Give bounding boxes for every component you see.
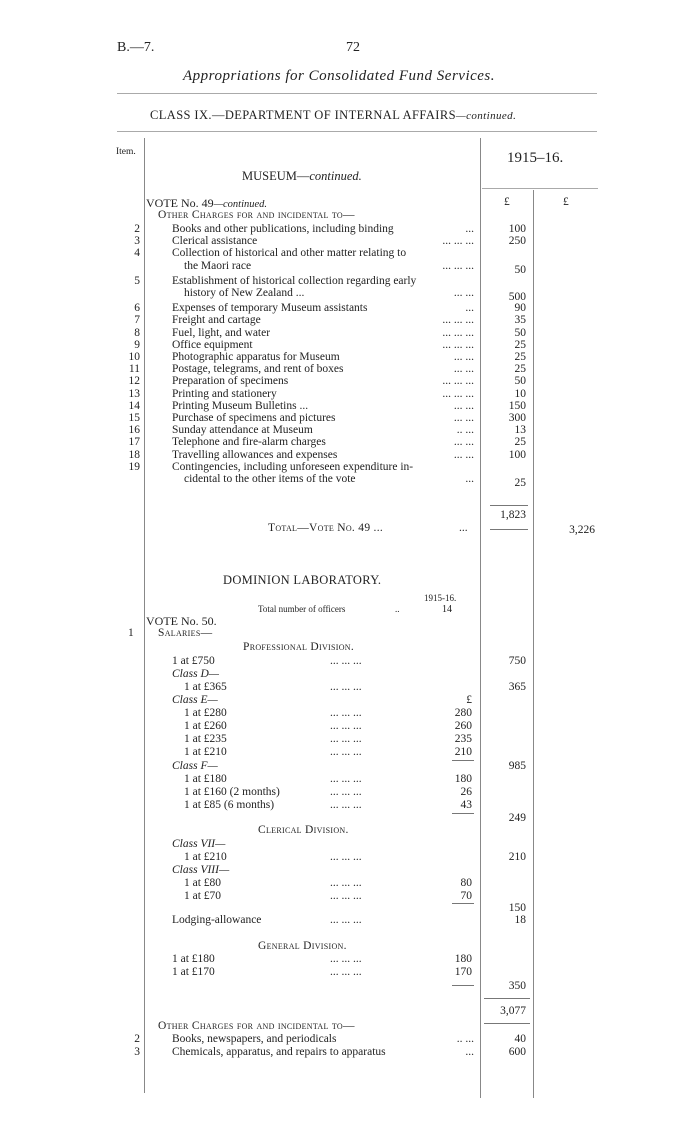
museum-item-dots: ... ... ...	[442, 326, 474, 339]
museum-item-dots: ... ...	[453, 287, 474, 299]
rate-365-amount: 365	[508, 681, 526, 693]
museum-item-dots: ... ... ...	[442, 338, 474, 351]
museum-item-amount: 10	[514, 387, 526, 400]
class-f-row-dots: ... ... ...	[330, 799, 362, 811]
lab-item-label: Chemicals, apparatus, and repairs to apparatus	[172, 1046, 386, 1058]
class-viii-row-label: 1 at £70	[184, 890, 222, 902]
rate-750-amount: 750	[508, 655, 526, 667]
class-f-row-value: 26	[460, 786, 472, 798]
class-e-row-value: 280	[454, 707, 472, 719]
museum-item-amount: 25	[514, 477, 526, 489]
class-e-row-value: 235	[454, 733, 472, 745]
museum-item-number: 4	[134, 247, 140, 260]
museum-item-label: Expenses of temporary Museum assistants	[172, 302, 368, 315]
class-f-row-label: 1 at £160 (2 months)	[184, 786, 280, 798]
laboratory-heading: DOMINION LABORATORY.	[223, 573, 382, 587]
museum-item-label: Clerical assistance	[172, 235, 258, 248]
pound-sign-2: £	[563, 196, 569, 208]
item-column-rule	[144, 138, 145, 1093]
museum-other-charges: Other Charges for and incidental to—	[158, 209, 355, 221]
class-viii-row-value: 80	[460, 877, 472, 889]
class-e-pound-sign: £	[466, 694, 472, 706]
museum-item-number: 6	[134, 302, 140, 315]
amount-column-rule-2	[533, 190, 534, 1098]
salaries-total-rule-bottom	[484, 1023, 530, 1024]
laboratory-other-charges: Other Charges for and incidental to—	[158, 1020, 355, 1032]
museum-item-label: Freight and cartage	[172, 314, 261, 327]
rate-750-label: 1 at £750	[172, 655, 215, 667]
class-e-row-dots: ... ... ...	[330, 707, 362, 719]
museum-vote-heading: VOTE No. 49—continued.	[146, 196, 268, 210]
lab-item-dots: ...	[465, 1046, 474, 1058]
museum-item-dots: ... ... ...	[442, 314, 474, 327]
museum-item-label: Telephone and fire-alarm charges	[172, 436, 326, 449]
museum-item-dots: ...	[465, 473, 474, 485]
museum-item-label: Photographic apparatus for Museum	[172, 351, 340, 363]
museum-item-label: Sunday attendance at Museum	[172, 424, 313, 437]
museum-item-label: Establishment of historical collection regarding early	[172, 274, 417, 287]
class-e-row-label: 1 at £260	[184, 720, 227, 732]
museum-item-amount: 35	[514, 314, 526, 327]
museum-item-number: 15	[128, 412, 140, 424]
general-row-label: 1 at £180	[172, 953, 215, 965]
museum-item-number: 13	[128, 387, 140, 400]
year-column-head: 1915–16.	[507, 150, 564, 166]
class-f-row-dots: ... ... ...	[330, 773, 362, 785]
lodging-allowance-dots: ... ... ...	[330, 914, 362, 926]
museum-item-number: 16	[128, 424, 140, 437]
laboratory-vote-heading: VOTE No. 50.	[146, 614, 217, 628]
museum-item-number: 9	[134, 338, 140, 351]
lab-item-amount: 600	[508, 1046, 526, 1058]
museum-item-dots: ... ...	[453, 399, 474, 412]
museum-heading: MUSEUM—continued.	[242, 169, 362, 183]
museum-item-amount: 25	[514, 436, 526, 449]
museum-item-dots: ... ... ...	[442, 387, 474, 400]
museum-item-amount: 500	[508, 291, 526, 303]
museum-item-label: Office equipment	[172, 338, 253, 351]
museum-item-amount: 150	[508, 399, 526, 412]
museum-item-dots: ... ...	[453, 436, 474, 449]
museum-item-amount: 300	[508, 412, 526, 424]
amount-column-rule-1	[480, 138, 481, 1098]
museum-item-label: Collection of historical and other matter relating to	[172, 247, 407, 260]
professional-division-heading: Professional Division.	[243, 641, 355, 653]
museum-item-dots: ... ...	[453, 448, 474, 461]
museum-item-label: Printing and stationery	[172, 387, 277, 400]
general-total: 350	[508, 980, 526, 992]
general-row-label: 1 at £170	[172, 966, 215, 978]
class-e-row-label: 1 at £280	[184, 707, 227, 719]
class-f-total: 249	[508, 812, 526, 824]
museum-item-number: 18	[128, 448, 140, 461]
rate-210-amount: 210	[508, 851, 526, 863]
class-e-total: 985	[508, 760, 526, 772]
museum-item-dots: ... ... ...	[442, 375, 474, 388]
class-e-row-value: 260	[454, 720, 472, 732]
museum-item-dots: .. ...	[456, 424, 474, 437]
page-number: 72	[346, 40, 360, 55]
museum-item-amount: 100	[508, 448, 526, 461]
class-e-row-dots: ... ... ...	[330, 720, 362, 732]
salaries-heading: Salaries—	[158, 627, 213, 639]
class-viii-row-value: 70	[460, 890, 472, 902]
rate-210-label: 1 at £210	[184, 851, 227, 863]
class-viii-row-label: 1 at £80	[184, 877, 222, 889]
class-e-row-value: 210	[454, 746, 472, 758]
pound-sign-1: £	[504, 196, 510, 208]
title-rule	[117, 93, 597, 94]
officers-year: 1915-16.	[424, 593, 457, 603]
museum-item-amount: 25	[514, 338, 526, 351]
lab-item-amount: 40	[514, 1033, 526, 1045]
year-rule	[482, 188, 598, 189]
class-d-heading: Class D—	[172, 668, 219, 680]
class-f-heading: Class F—	[172, 760, 218, 772]
general-row-value: 170	[454, 966, 472, 978]
general-division-heading: General Division.	[258, 940, 347, 952]
heading-rule	[117, 131, 597, 132]
museum-item-label: Fuel, light, and water	[172, 326, 271, 339]
class-vii-heading: Class VII—	[172, 838, 226, 850]
museum-item-number: 8	[134, 326, 140, 339]
museum-subtotal: 1,823	[500, 509, 526, 521]
museum-item-number: 3	[134, 235, 140, 248]
museum-subtotal-rule	[490, 505, 528, 506]
museum-item-number: 17	[128, 436, 140, 449]
museum-subtotal-underline	[490, 529, 528, 530]
museum-item-label: Purchase of specimens and pictures	[172, 412, 336, 424]
class-f-row-label: 1 at £85 (6 months)	[184, 799, 275, 811]
museum-item-number: 10	[128, 351, 140, 363]
museum-item-amount: 50	[514, 326, 526, 339]
museum-item-amount: 25	[514, 363, 526, 376]
class-e-rule	[452, 760, 474, 761]
rate-210-dots: ... ... ...	[330, 851, 362, 863]
clerical-division-heading: Clerical Division.	[258, 824, 349, 836]
museum-item-dots: ...	[465, 223, 474, 235]
general-row-dots: ... ... ...	[330, 953, 362, 965]
museum-item-dots: ... ...	[453, 412, 474, 424]
report-reference: B.—7.	[117, 40, 155, 55]
general-row-dots: ... ... ...	[330, 966, 362, 978]
museum-item-number: 11	[128, 363, 140, 376]
class-f-rule	[452, 813, 474, 814]
item-column-head: Item.	[116, 147, 136, 157]
officers-dots: ..	[395, 604, 400, 614]
museum-item-dots: ... ...	[453, 363, 474, 376]
museum-item-amount: 100	[508, 223, 526, 235]
museum-item-label: Contingencies, including unforeseen expenditure in-	[172, 460, 414, 473]
class-viii-row-dots: ... ... ...	[330, 877, 362, 889]
class-viii-heading: Class VIII—	[172, 864, 230, 876]
salaries-item-number: 1	[128, 627, 134, 639]
salaries-total-rule-top	[484, 998, 530, 999]
lab-item-dots: .. ...	[456, 1033, 474, 1045]
museum-item-amount: 250	[508, 235, 526, 248]
lab-item-number: 2	[134, 1033, 140, 1045]
class-heading: CLASS IX.—DEPARTMENT OF INTERNAL AFFAIRS—continued.	[150, 108, 517, 122]
museum-item-dots: ... ... ...	[442, 259, 474, 272]
museum-item-amount: 13	[514, 424, 526, 437]
museum-item-amount: 25	[514, 351, 526, 363]
museum-item-label: cidental to the other items of the vote	[184, 473, 356, 485]
museum-item-label: Preparation of specimens	[172, 375, 289, 388]
museum-item-number: 2	[134, 223, 140, 235]
class-e-row-dots: ... ... ...	[330, 733, 362, 745]
museum-item-label: history of New Zealand ...	[184, 287, 305, 299]
museum-item-label: Travelling allowances and expenses	[172, 448, 338, 461]
general-rule	[452, 985, 474, 986]
class-f-row-value: 180	[454, 773, 472, 785]
lodging-allowance-amount: 18	[514, 914, 526, 926]
museum-item-number: 7	[134, 314, 140, 327]
museum-item-amount: 90	[514, 302, 526, 315]
museum-total-label: Total—Vote No. 49 ...	[268, 522, 384, 534]
class-e-row-label: 1 at £235	[184, 733, 227, 745]
class-e-row-label: 1 at £210	[184, 746, 227, 758]
museum-item-amount: 50	[514, 375, 526, 388]
class-viii-total: 150	[508, 902, 526, 914]
class-f-row-value: 43	[460, 799, 472, 811]
salaries-total: 3,077	[500, 1005, 526, 1017]
officers-count: 14	[442, 604, 452, 615]
class-f-row-dots: ... ... ...	[330, 786, 362, 798]
lab-item-number: 3	[134, 1046, 140, 1058]
general-row-value: 180	[454, 953, 472, 965]
museum-item-dots: ... ...	[453, 351, 474, 363]
museum-item-amount: 50	[514, 263, 526, 276]
class-viii-row-dots: ... ... ...	[330, 890, 362, 902]
museum-item-dots: ... ... ...	[442, 235, 474, 248]
museum-total: 3,226	[569, 524, 595, 536]
rate-750-dots: ... ... ...	[330, 655, 362, 667]
museum-item-number: 14	[128, 399, 140, 412]
museum-item-dots: ...	[465, 302, 474, 315]
museum-item-label: Postage, telegrams, and rent of boxes	[172, 363, 344, 376]
museum-total-dots: ...	[459, 522, 468, 534]
museum-item-number: 5	[134, 274, 140, 287]
lodging-allowance-label: Lodging-allowance	[172, 914, 262, 926]
page-title: Appropriations for Consolidated Fund Services.	[183, 68, 496, 84]
class-f-row-label: 1 at £180	[184, 773, 227, 785]
museum-item-label: the Maori race	[184, 259, 252, 272]
museum-item-label: Printing Museum Bulletins ...	[172, 399, 309, 412]
museum-item-number: 19	[128, 460, 140, 473]
class-viii-rule	[452, 903, 474, 904]
museum-item-number: 12	[128, 375, 140, 388]
rate-365-label: 1 at £365	[184, 681, 227, 693]
class-e-heading: Class E—	[172, 694, 218, 706]
rate-365-dots: ... ... ...	[330, 681, 362, 693]
officers-label: Total number of officers	[258, 604, 346, 614]
lab-item-label: Books, newspapers, and periodicals	[172, 1033, 337, 1045]
museum-item-label: Books and other publications, including binding	[172, 223, 394, 235]
class-e-row-dots: ... ... ...	[330, 746, 362, 758]
